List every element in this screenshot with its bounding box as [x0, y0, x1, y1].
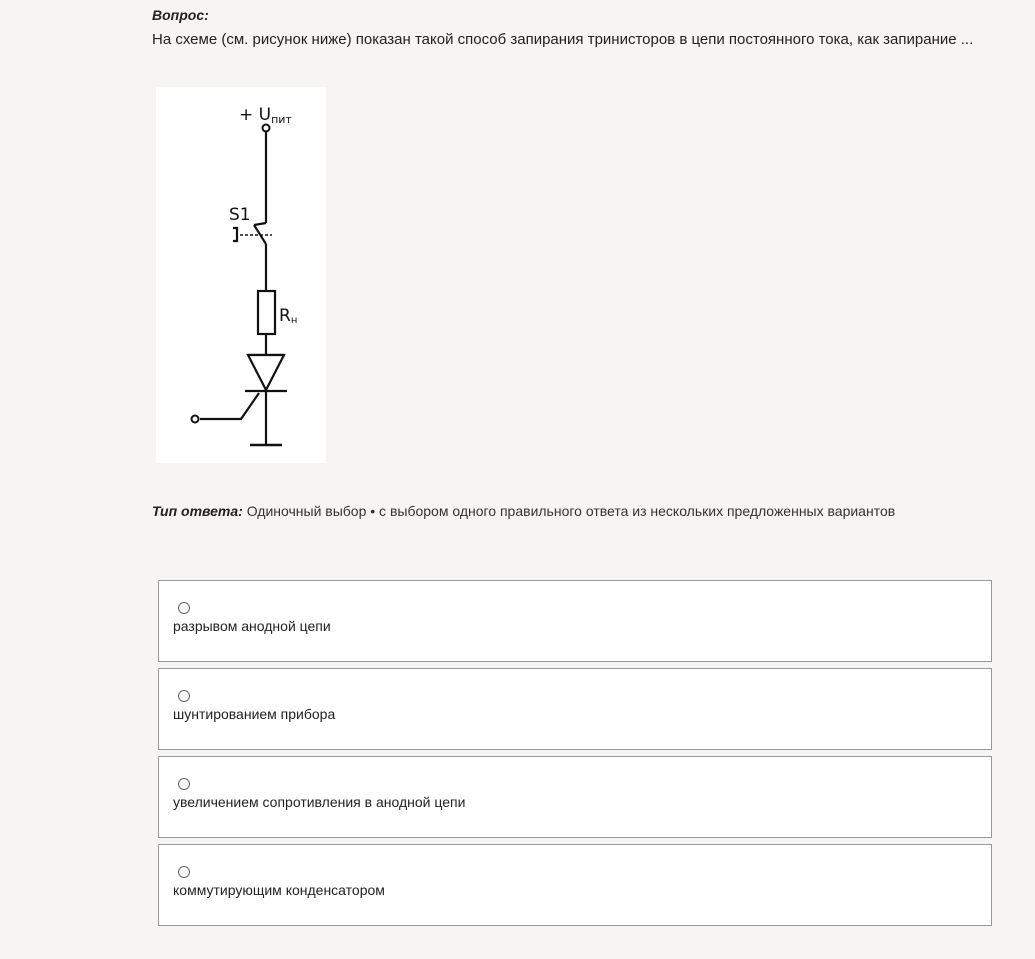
supply-terminal [263, 125, 270, 132]
radio-button[interactable] [178, 602, 190, 614]
supply-label [239, 105, 292, 126]
answer-option-label: увеличением сопротивления в анодной цепи [173, 794, 466, 810]
answer-type-label: Тип ответа: [152, 503, 243, 519]
answer-option[interactable] [158, 844, 992, 926]
resistor-label-subscript: н [290, 315, 298, 326]
answer-options [158, 580, 992, 932]
question-text: На схеме (см. рисунок ниже) показан такой способ запирания тринисторов в цепи постоянного тока, как запирание ... [152, 31, 974, 48]
switch-lead [254, 223, 266, 225]
switch-button [233, 228, 237, 241]
answer-option[interactable] [158, 668, 992, 750]
supply-label-main: + U [239, 105, 272, 125]
switch-label: S1 [229, 205, 251, 225]
gate-lead [200, 393, 259, 419]
question-label: Вопрос: [152, 7, 209, 23]
answer-option-label: шунтированием прибора [173, 706, 336, 722]
supply-label-subscript: пит [271, 113, 292, 126]
resistor-label [279, 306, 297, 326]
thyristor-triangle [248, 355, 284, 390]
circuit-diagram [156, 87, 326, 463]
answer-option-label: коммутирующим конденсатором [173, 882, 385, 898]
thyristor-circuit-svg [156, 87, 326, 463]
answer-option[interactable] [158, 580, 992, 662]
answer-option[interactable] [158, 756, 992, 838]
gate-terminal [192, 416, 199, 423]
answer-option-label: разрывом анодной цепи [173, 618, 331, 634]
load-resistor [258, 291, 275, 334]
radio-button[interactable] [178, 690, 190, 702]
answer-type-text: Одиночный выбор • с выбором одного правильного ответа из нескольких предложенных вариантов [246, 503, 896, 519]
resistor-label-main: R [279, 306, 291, 326]
radio-button[interactable] [178, 866, 190, 878]
answer-type [152, 503, 895, 519]
radio-button[interactable] [178, 778, 190, 790]
